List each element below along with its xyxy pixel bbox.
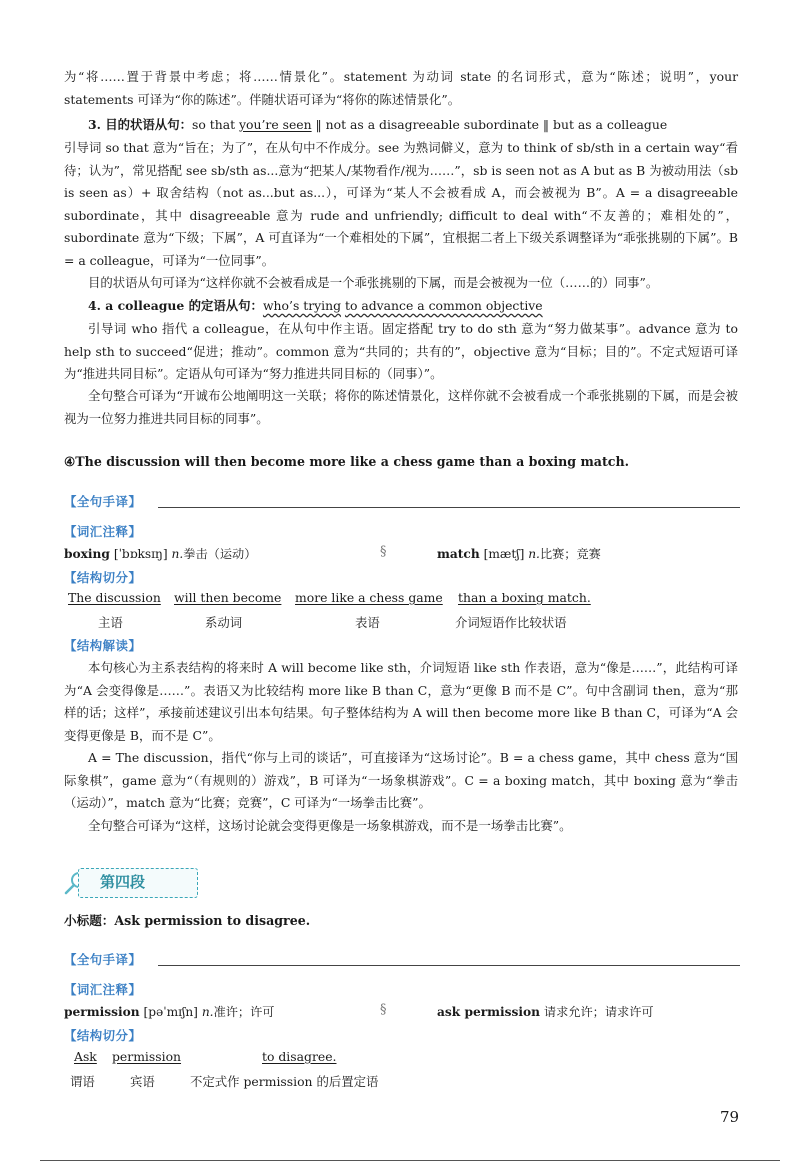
sentence4-full-translation: 全句整合可译为“这样，这场讨论就会变得更像是一场象棋游戏，而不是一场拳击比赛”。 bbox=[88, 818, 572, 833]
vocab-match bbox=[437, 545, 601, 562]
paragraph4-title: 第四段 bbox=[100, 873, 146, 891]
section3-label: 3. 目的状语从句： bbox=[88, 117, 192, 132]
split-text: to disagree. bbox=[262, 1049, 337, 1064]
section3-en: so that bbox=[191, 117, 240, 132]
vocab-def: 准许；许可 bbox=[213, 1005, 275, 1019]
vocab-boxing bbox=[64, 545, 256, 562]
separator-icon: § bbox=[380, 1002, 387, 1017]
split-subject bbox=[68, 590, 161, 605]
vocab-word: boxing bbox=[64, 547, 110, 561]
section3-heading bbox=[64, 114, 738, 137]
translation-blank-line-2[interactable] bbox=[158, 965, 740, 966]
separator-icon: § bbox=[380, 544, 387, 559]
paragraph-context: 为“将……置于背景中考虑；将……情景化”。statement 为动词 state 的名词形式，意为“陈述；说明”，your statements 可译为“你的陈述”。伴随状语可译为“将你的陈述情景化”。 bbox=[64, 69, 738, 107]
tag-structure-explain: 【结构解读】 bbox=[64, 638, 142, 653]
label-predicate: 谓语 bbox=[70, 1074, 95, 1089]
translation-blank-line[interactable] bbox=[158, 507, 740, 508]
vocab-def: 比赛；竞赛 bbox=[539, 547, 601, 561]
split-text: The discussion bbox=[68, 590, 161, 605]
vocab-ipa: [mætʃ] bbox=[483, 547, 525, 561]
tag-full-translation: 【全句手译】 bbox=[64, 494, 142, 509]
vocab-def: 拳击（运动） bbox=[183, 547, 257, 561]
section4-body: 引导词 who 指代 a colleague，在从句中作主语。固定搭配 try to do sth 意为“努力做某事”。advance 意为 to help sth to succeed“促进；推动”。common 意为“共同的；共有的”，objective 意为“目标；目的”。不定式短语可译为“推进共同目标”。定语从句可译为“努力推进共同目标的（同事）”。 bbox=[64, 321, 738, 381]
split-text: Ask bbox=[74, 1049, 97, 1064]
split-verb bbox=[174, 590, 281, 605]
vocab-word: ask permission bbox=[437, 1005, 541, 1019]
sentence4-text: ④The discussion will then become more like a chess game than a boxing match. bbox=[64, 454, 629, 469]
split-predicate bbox=[74, 1049, 97, 1064]
explain-paragraph-1: 本句核心为主系表结构的将来时 A will become like sth，介词短语 like sth 作表语，意为“像是……”，此结构可译为“A 会变得像是……”。表语又为比较结构 more like B than C，意为“更像 B 而不是 C”。句中含副词 then，意为“那样的话；这样”，承接前述建议引出本句结果。句子整体结构为 A will then become more like B than C，可译为“A 会变得更像是 B，而不是 C”。 bbox=[64, 660, 738, 743]
tag-structure-split-2: 【结构切分】 bbox=[64, 1028, 142, 1043]
label-object: 宾语 bbox=[130, 1074, 155, 1089]
sentence3-full-translation: 全句整合可译为“开诚布公地阐明这一关联；将你的陈述情景化，这样你就不会被看成一个乖张挑剔的下属，而是会被视为一位努力推进共同目标的同事”。 bbox=[64, 388, 738, 426]
label-infinitive: 不定式作 permission 的后置定语 bbox=[190, 1074, 379, 1089]
explain-paragraph-2: A = The discussion，指代“你与上司的谈话”，可直接译为“这场讨论”。B = a chess game，其中 chess 意为“国际象棋”，game 意为“（有规则的）游戏”，B 可译为“一场象棋游戏”。C = a boxing match，其中 boxing 意为“拳击（运动）”，match 意为“比赛；竞赛”，C 可译为“一场拳击比赛”。 bbox=[64, 750, 738, 810]
vocab-pos: n. bbox=[528, 547, 540, 561]
split-text: than a boxing match. bbox=[458, 590, 591, 605]
paragraph4-subtitle: 小标题：Ask permission to disagree. bbox=[64, 913, 311, 928]
section3-summary: 目的状语从句可译为“这样你就不会被看成是一个乖张挑剔的下属，而是会被视为一位（……的）同事”。 bbox=[88, 275, 659, 290]
section4-wavy-1: who’s trying bbox=[262, 298, 342, 313]
vocab-def: 请求允许；请求许可 bbox=[543, 1005, 654, 1019]
section3-rest: ‖ not as a disagreeable subordinate ‖ but as a colleague bbox=[311, 117, 668, 132]
section4-wavy-2: to advance a common objective bbox=[344, 298, 543, 313]
split-infinitive bbox=[262, 1049, 336, 1064]
section4-heading bbox=[64, 295, 738, 318]
vocab-word: permission bbox=[64, 1005, 140, 1019]
split-text: more like a chess game bbox=[295, 590, 443, 605]
vocab-pos: n. bbox=[171, 547, 184, 561]
vocab-ask-permission bbox=[437, 1003, 654, 1020]
vocab-permission bbox=[64, 1003, 275, 1020]
tag-structure-split: 【结构切分】 bbox=[64, 570, 142, 585]
tag-vocab: 【词汇注释】 bbox=[64, 524, 142, 539]
split-text: will then become bbox=[174, 590, 282, 605]
split-object bbox=[112, 1049, 181, 1064]
split-text: permission bbox=[112, 1049, 182, 1064]
paragraph4-header bbox=[64, 868, 204, 898]
tag-vocab-2: 【词汇注释】 bbox=[64, 982, 142, 997]
bottom-rule bbox=[40, 1160, 780, 1161]
label-adverbial: 介词短语作比较状语 bbox=[455, 615, 567, 630]
split-predicative bbox=[295, 590, 443, 605]
label-verb: 系动词 bbox=[205, 615, 243, 630]
label-predicative: 表语 bbox=[355, 615, 380, 630]
vocab-ipa: [ˈbɒksɪŋ] bbox=[113, 547, 168, 561]
vocab-word: match bbox=[437, 547, 480, 561]
section3-body: 引导词 so that 意为“旨在；为了”，在从句中不作成分。see 为熟词僻义，意为 to think of sb/sth in a certain way“看待；认为”，常见搭配 see sb/sth as...意为“把某人/某物看作/视为……”，sb is seen not as A but as B 为被动用法（sb is seen as）+ 取舍结构（not as...but as...），可译为“某人不会被看成 A，而会被视为 B”。A = a disagreeable subordinate，其中 disagreeable 意为 rude and unfriendly; difficult to deal with“不友善的；难相处的”，subordinate 意为“下级；下属”，A 可直译为“一个难相处的下属”，宜根据二者上下级关系调整译为“乖张挑剔的下属”。B = a colleague，可译为“一位同事”。 bbox=[64, 140, 738, 268]
split-adverbial bbox=[458, 590, 591, 605]
vocab-ipa: [pəˈmɪʃn] bbox=[143, 1005, 198, 1019]
section3-underlined: you’re seen bbox=[239, 117, 312, 132]
label-subject: 主语 bbox=[98, 615, 123, 630]
vocab-pos: n. bbox=[201, 1005, 214, 1019]
tag-full-translation-2: 【全句手译】 bbox=[64, 952, 142, 967]
page-number: 79 bbox=[720, 1108, 740, 1126]
section4-label: 4. a colleague 的定语从句： bbox=[88, 298, 263, 313]
